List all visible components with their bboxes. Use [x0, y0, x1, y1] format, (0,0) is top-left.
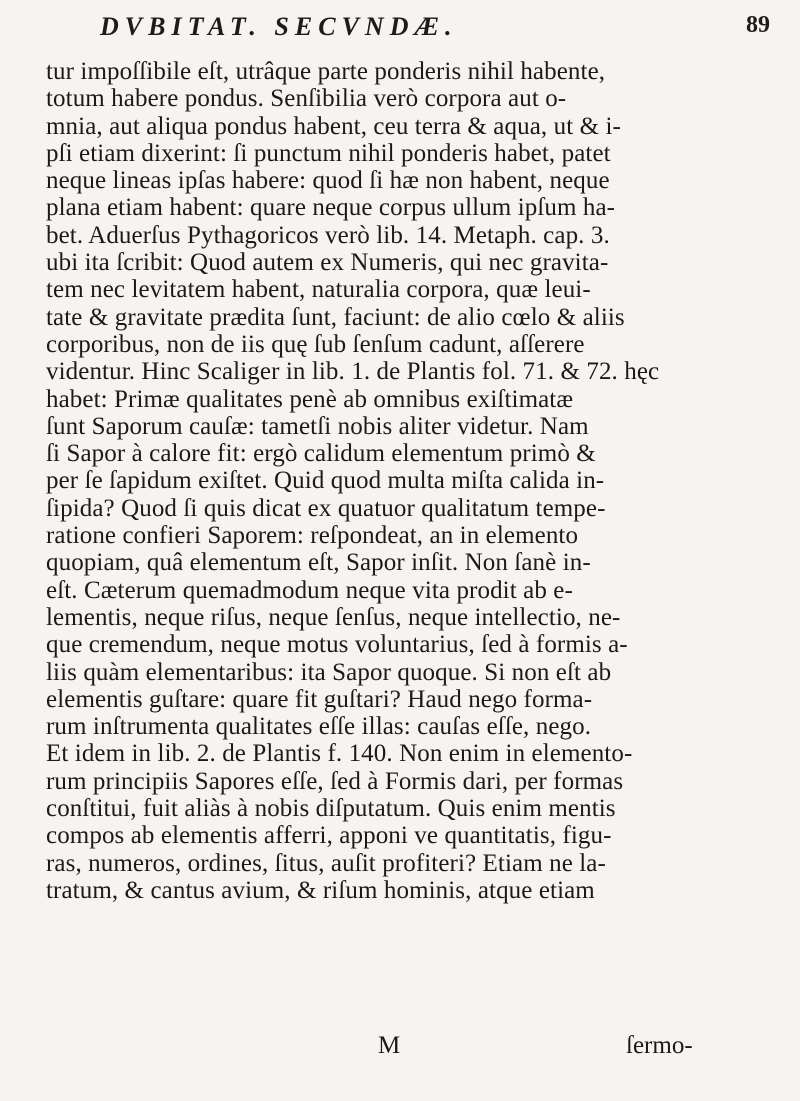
text-line: ſunt Saporum cauſæ: tametſi nobis aliter videtur. Nam [46, 412, 589, 440]
text-line: bet. Aduerſus Pythagoricos verò lib. 14. Metaph. cap. 3. [46, 221, 610, 249]
text-line: lementis, neque riſus, neque ſenſus, neque intellectio, ne- [46, 603, 621, 631]
text-line: ſi Sapor à calore fit: ergò calidum elementum primò & [46, 440, 596, 468]
text-line: Et idem in lib. 2. de Plantis f. 140. Non enim in elemento- [46, 740, 633, 768]
running-head: DVBITAT. SECVNDÆ. [100, 12, 458, 41]
text-line: ubi ita ſcribit: Quod autem ex Numeris, qui nec gravita- [46, 249, 609, 277]
text-line: tur impoſſibile eſt, utrâque parte ponderis nihil habente, [46, 58, 606, 85]
text-line: ras, numeros, ordines, ſitus, auſit profiteri? Etiam ne la- [46, 849, 606, 877]
text-line: eſt. Cæterum quemadmodum neque vita prodit ab e- [46, 576, 573, 604]
text-line: totum habere pondus. Senſibilia verò corpora aut o- [46, 85, 567, 113]
catchword: ſermo- [626, 1032, 693, 1059]
text-line: corporibus, non de iis quę ſub ſenſum cadunt, aſſerere [46, 330, 585, 358]
text-line: habet: Primæ qualitates penè ab omnibus exiſtimatæ [46, 385, 574, 413]
text-line: tratum, & cantus avium, & riſum hominis, atque etiam [46, 876, 595, 904]
text-line: plana etiam habent: quare neque corpus ullum ipſum ha- [46, 194, 616, 222]
text-line: elementis guſtare: quare fit guſtari? Haud nego forma- [46, 685, 593, 713]
text-line: ratione confieri Saporem: reſpondeat, an in elemento [46, 522, 579, 550]
text-line: neque lineas ipſas habere: quod ſi hæ non habent, neque [46, 167, 610, 195]
text-line: per ſe ſapidum exiſtet. Quid quod multa miſta calida in- [46, 467, 605, 495]
text-line: mnia, aut aliqua pondus habent, ceu terra & aqua, ut & i- [46, 112, 621, 140]
text-line: compos ab elementis afferri, apponi ve quantitatis, figu- [46, 822, 612, 850]
text-line: tem nec levitatem habent, naturalia corpora, quæ leui- [46, 276, 591, 304]
text-line: tate & gravitate prædita ſunt, faciunt: de alio cœlo & aliis [46, 303, 625, 331]
signature-mark: M [378, 1032, 401, 1059]
body-text [46, 58, 746, 904]
text-line: liis quàm elementaribus: ita Sapor quoque. Si non eſt ab [46, 658, 612, 686]
text-line: pſi etiam dixerint: ſi punctum nihil ponderis habet, patet [46, 139, 611, 167]
text-line: videntur. Hinc Scaliger in lib. 1. de Plantis fol. 71. & 72. hęc [46, 358, 660, 386]
text-line: quopiam, quâ elementum eſt, Sapor inſit. Non ſanè in- [46, 549, 591, 577]
text-line: ſipida? Quod ſi quis dicat ex quatuor qualitatum tempe- [46, 494, 606, 522]
text-line: que cremendum, neque motus voluntarius, ſed à formis a- [46, 631, 628, 659]
text-line: rum principiis Sapores eſſe, ſed à Formis dari, per formas [46, 767, 624, 795]
page-number: 89 [746, 12, 770, 38]
text-line: conſtitui, fuit aliàs à nobis diſputatum. Quis enim mentis [46, 795, 616, 823]
text-line: rum inſtrumenta qualitates eſſe illas: cauſas eſſe, nego. [46, 713, 592, 741]
page-header [100, 6, 770, 46]
